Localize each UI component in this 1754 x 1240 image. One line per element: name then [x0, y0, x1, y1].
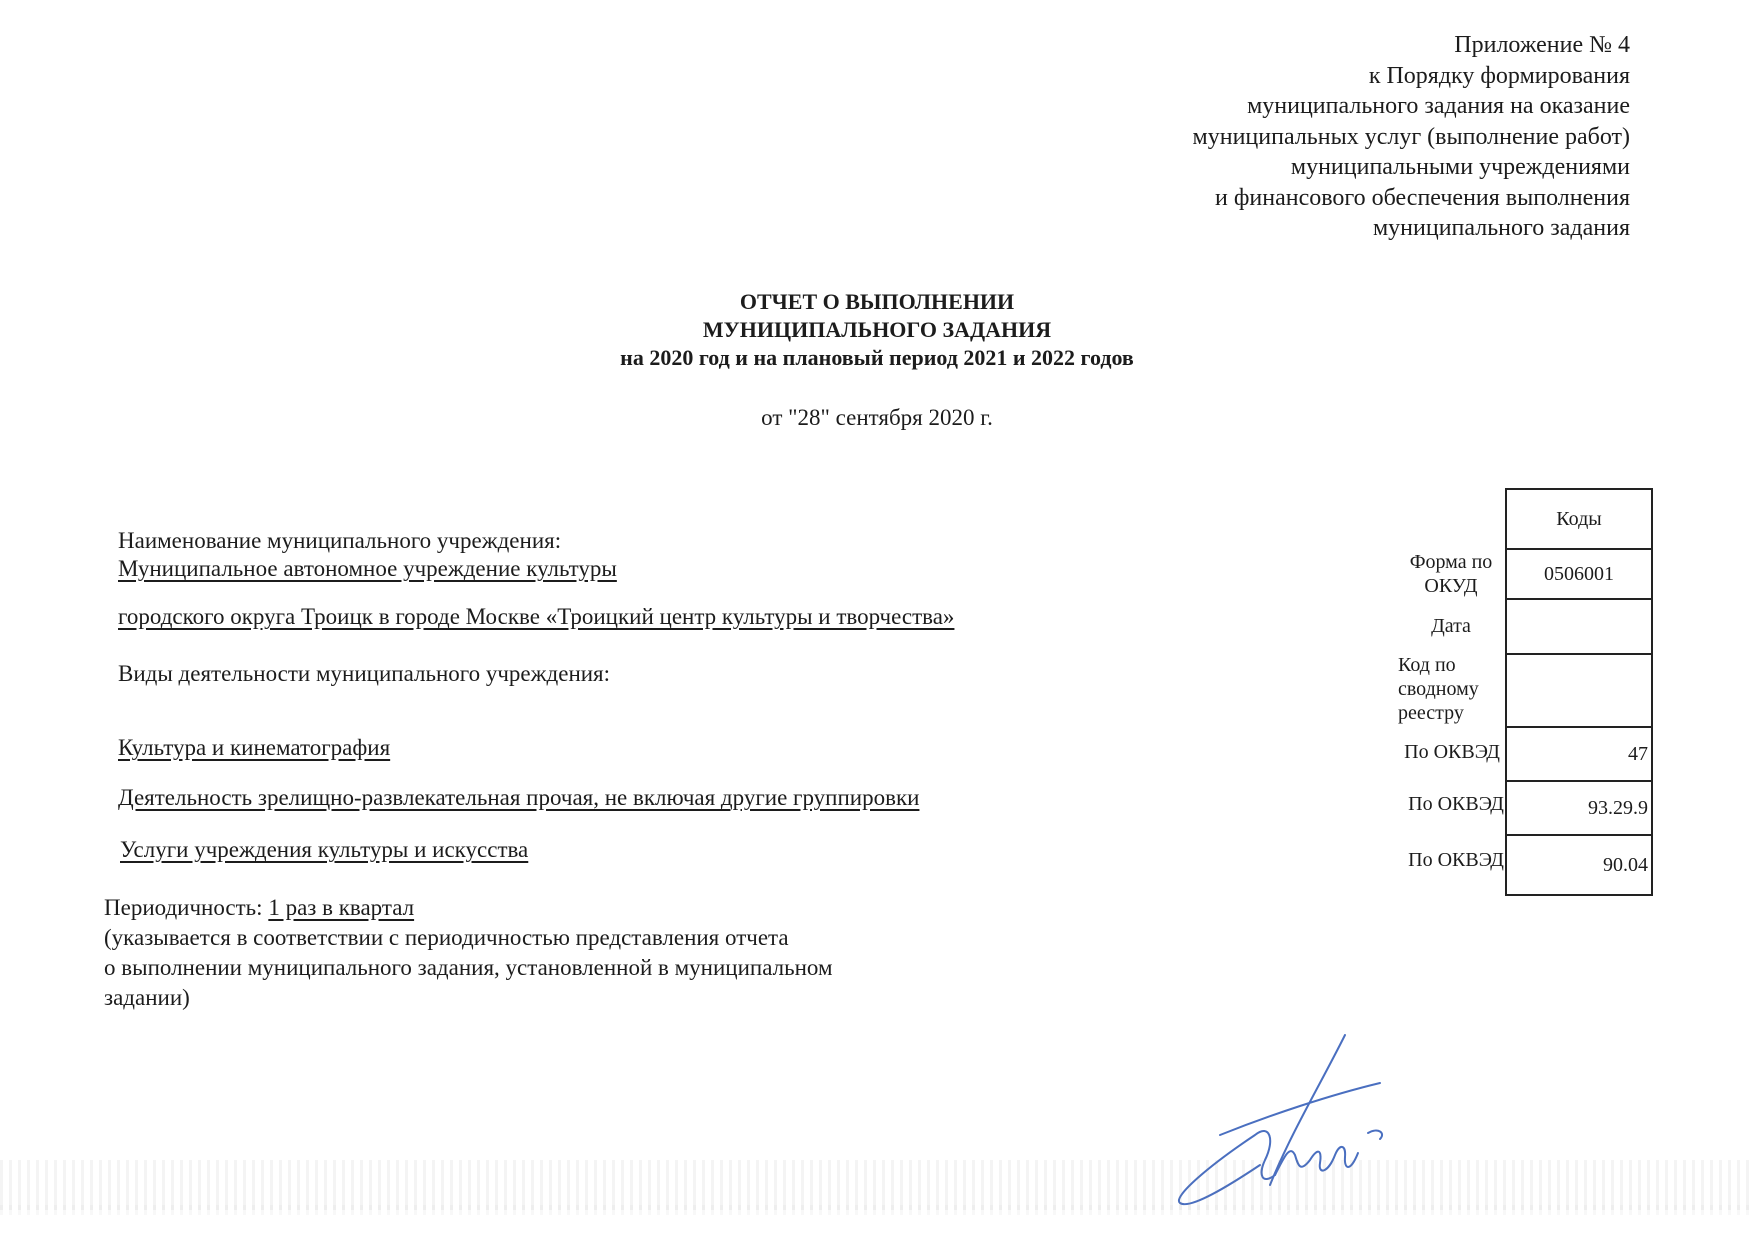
- codes-row-label-okved: По ОКВЭД: [1408, 849, 1504, 871]
- codes-row-label-date: Дата: [1431, 615, 1471, 637]
- codes-value-okud: 0506001: [1506, 549, 1652, 599]
- codes-row-label-okud: Форма по ОКУД: [1409, 551, 1493, 597]
- codes-value-okved-1: 47: [1506, 727, 1652, 781]
- annex-block: [1193, 30, 1630, 244]
- codes-row-label-registry: Код по сводному реестру: [1398, 654, 1479, 724]
- codes-value-okved-2: 93.29.9: [1506, 781, 1652, 835]
- periodicity-block: [104, 893, 833, 1013]
- title-line-1: ОТЧЕТ О ВЫПОЛНЕНИИ: [739, 289, 1015, 314]
- annex-line: муниципальных услуг (выполнение работ): [1192, 123, 1630, 150]
- annex-line: к Порядку формирования: [1368, 62, 1630, 89]
- activity-item-arts-services: Услуги учреждения культуры и искусства: [120, 837, 529, 862]
- activity-item-entertainment: Деятельность зрелищно-развлекательная прочая, не включая другие группировки: [118, 785, 920, 810]
- report-title: [0, 288, 1754, 372]
- periodicity-note-line-1: (указывается в соответствии с периодичностью представления отчета: [104, 925, 789, 950]
- report-date: от "28" сентября 2020 г.: [761, 405, 993, 430]
- codes-table: [1505, 488, 1653, 896]
- periodicity-note-line-2: о выполнении муниципального задания, установленной в муниципальном: [104, 955, 833, 980]
- scan-artifact: [0, 1205, 1754, 1215]
- periodicity-note-line-3: задании): [104, 985, 190, 1010]
- title-line-3: на 2020 год и на плановый период 2021 и 2022 годов: [620, 345, 1134, 370]
- periodicity-value: 1 раз в квартал: [268, 895, 415, 920]
- annex-line: муниципального задания: [1372, 215, 1630, 241]
- scan-artifact: [0, 1160, 1754, 1210]
- activities-label: Виды деятельности муниципального учреждения:: [118, 661, 611, 686]
- codes-row-label-okved: По ОКВЭД: [1404, 741, 1500, 763]
- title-line-2: МУНИЦИПАЛЬНОГО ЗАДАНИЯ: [702, 317, 1052, 342]
- institution-name-line-1: Муниципальное автономное учреждение культуры: [118, 556, 617, 581]
- annex-line: муниципального задания на оказание: [1247, 93, 1630, 119]
- institution-name-line-2: городского округа Троицк в городе Москве «Троицкий центр культуры и творчества»: [118, 604, 955, 629]
- activity-item-culture: Культура и кинематография: [118, 735, 391, 760]
- annex-line: и финансового обеспечения выполнения: [1215, 184, 1630, 211]
- codes-header: Коды: [1506, 489, 1652, 549]
- codes-value-okved-3: 90.04: [1506, 835, 1652, 895]
- codes-row-label-okved: По ОКВЭД: [1408, 793, 1504, 815]
- periodicity-label: Периодичность:: [104, 895, 269, 920]
- annex-line: муниципальными учреждениями: [1290, 154, 1630, 180]
- institution-label: Наименование муниципального учреждения:: [118, 528, 562, 553]
- codes-value-date: [1506, 599, 1652, 654]
- annex-line: Приложение № 4: [1454, 32, 1630, 58]
- codes-value-registry: [1506, 654, 1652, 727]
